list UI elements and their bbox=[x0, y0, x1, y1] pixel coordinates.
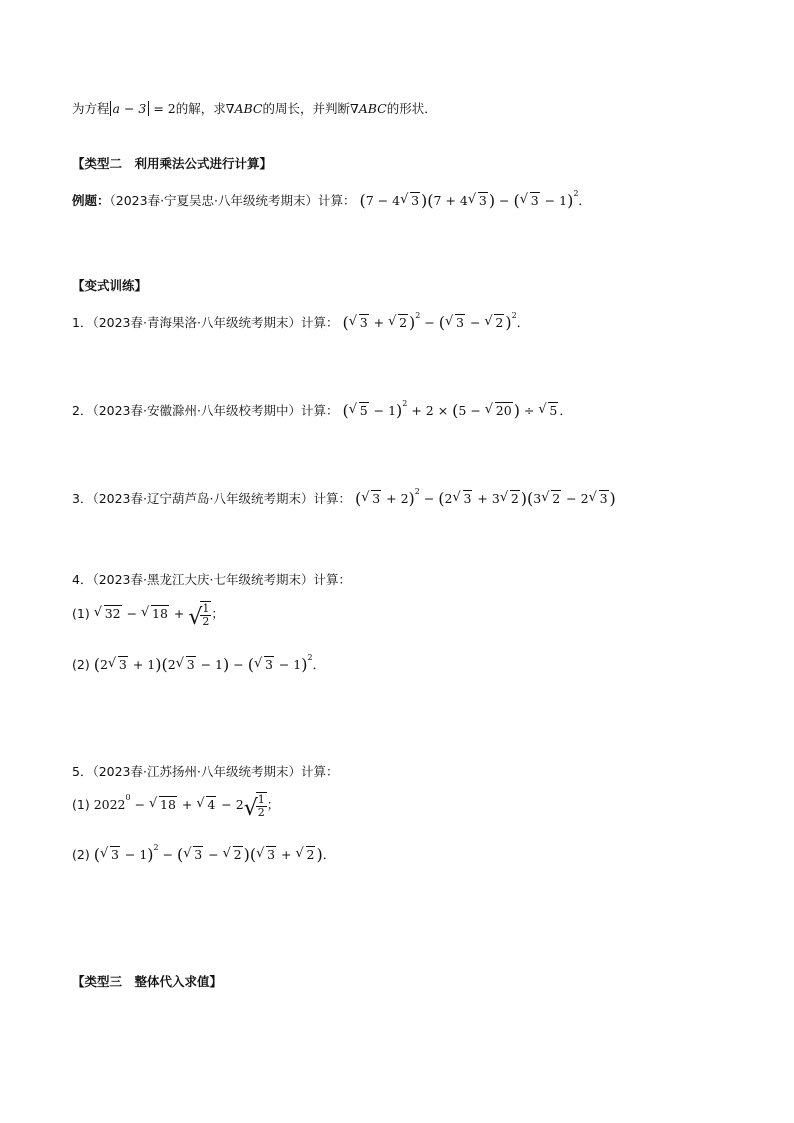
problem-3 bbox=[72, 487, 616, 508]
period: ． bbox=[578, 193, 591, 208]
type2-heading: 【类型二 利用乘法公式进行计算】 bbox=[72, 156, 273, 171]
example-source: （2023春·宁夏吴忠·八年级统考期末）计算： bbox=[109, 193, 356, 208]
intro-suffix2: 的周长，并判断 bbox=[262, 101, 350, 116]
variant-heading: 【变式训练】 bbox=[72, 278, 148, 293]
problem-4-part-1 bbox=[72, 601, 224, 628]
intro-suffix3: 的形状． bbox=[386, 101, 437, 116]
problem-source: （2023春·江苏扬州·八年级统考期末）计算： bbox=[92, 764, 339, 779]
problem-4-part-2 bbox=[72, 653, 325, 674]
problem-source: （2023春·青海果洛·八年级统考期末）计算： bbox=[92, 315, 339, 330]
problem-5-part-2 bbox=[72, 843, 335, 864]
problem-1 bbox=[72, 311, 529, 332]
triangle-name: ∇ABC bbox=[225, 101, 263, 116]
problem-number: 1． bbox=[72, 315, 93, 330]
intro-prefix: 为方程 bbox=[72, 101, 110, 116]
part-label: (2) bbox=[72, 657, 90, 672]
period: ． bbox=[559, 403, 572, 418]
problem-source: （2023春·黑龙江大庆·七年级统考期末）计算： bbox=[92, 572, 351, 587]
period: ． bbox=[322, 847, 336, 862]
problem-number: 4． bbox=[72, 572, 93, 587]
problem-5-1-expression: $2022^0$ − √ 18 + √ 4 − 2 √ $\frac{1}{2}$ bbox=[94, 797, 267, 812]
problem-number: 2． bbox=[72, 403, 93, 418]
problem-2-expression: (√ 5 − 1)$^2$ + 2 × (5 − √ 20 ) ÷ √ 5 bbox=[342, 403, 559, 418]
period: ． bbox=[516, 315, 530, 330]
semicolon: ； bbox=[211, 606, 224, 621]
semicolon: ； bbox=[266, 797, 280, 812]
problem-number: 5． bbox=[72, 764, 93, 779]
intro-suffix: 的解，求 bbox=[175, 101, 226, 116]
problem-number: 3． bbox=[72, 491, 93, 506]
example-label: 例题： bbox=[72, 193, 110, 208]
problem-source: （2023春·辽宁葫芦岛·八年级统考期末）计算： bbox=[92, 491, 351, 506]
problem-5 bbox=[72, 762, 338, 780]
problem-4-1-expression: √ 32 − √ 18 + √ $\frac{1}{2}$ bbox=[94, 606, 212, 621]
example-line bbox=[72, 189, 591, 210]
example-expression: (7 − 4√ 3 )(7 + 4√ 3 ) − (√ 3 − 1)$^2$ bbox=[360, 193, 579, 208]
problem-4-2-expression: (2√ 3 + 1)(2√ 3 − 1) − (√ 3 − 1)$^2$ bbox=[94, 657, 313, 672]
problem-5-part-1 bbox=[72, 792, 279, 819]
problem-source: （2023春·安徽滁州·八年级校考期中）计算： bbox=[92, 403, 339, 418]
triangle-name-2: ∇ABC bbox=[350, 101, 387, 116]
equation-abs: a − 3 bbox=[110, 101, 150, 116]
problem-2 bbox=[72, 399, 572, 420]
part-label: (2) bbox=[72, 847, 90, 862]
part-label: (1) bbox=[72, 797, 90, 812]
problem-1-expression: (√ 3 + √ 2 )$^2$ − (√ 3 − √ 2 )$^2$ bbox=[342, 315, 516, 330]
type3-heading: 【类型三 整体代入求值】 bbox=[72, 974, 223, 989]
intro-line: 为方程 a − 3 = 2的解，求∇ABC的周长，并判断∇ABC的形状． bbox=[72, 101, 437, 116]
problem-5-2-expression: (√ 3 − 1)$^2$ − (√ 3 − √ 2 )(√ 3 + √ 2 ) bbox=[94, 847, 323, 862]
problem-3-expression: (√ 3 + 2)$^2$ − (2√ 3 + 3√ 2 )(3√ 2 − 2√ 3 ) bbox=[355, 491, 616, 506]
problem-4 bbox=[72, 570, 351, 588]
part-label: (1) bbox=[72, 606, 90, 621]
period: ． bbox=[312, 657, 326, 672]
